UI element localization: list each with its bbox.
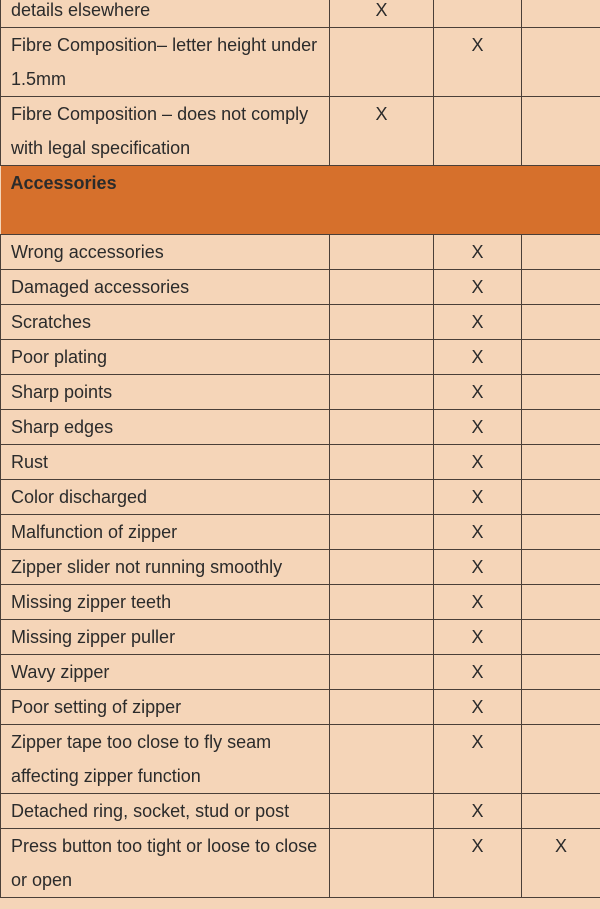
defect-label: Rust	[1, 445, 330, 480]
defect-label: Scratches	[1, 305, 330, 340]
mark-cell-col4	[522, 794, 600, 829]
mark-cell-col4	[522, 28, 600, 97]
table-row	[1, 410, 600, 445]
table-row	[1, 585, 600, 620]
mark-cell-col3: X	[434, 585, 522, 620]
defect-label: Press button too tight or loose to close or open	[1, 829, 330, 898]
mark-cell-col3: X	[434, 655, 522, 690]
mark-cell-col4	[522, 550, 600, 585]
mark-cell-col3: X	[434, 620, 522, 655]
mark-cell-col2	[330, 620, 434, 655]
table-row	[1, 620, 600, 655]
mark-cell-col3: X	[434, 28, 522, 97]
mark-cell-col4	[522, 375, 600, 410]
mark-cell-col3: X	[434, 340, 522, 375]
mark-cell-col2	[330, 829, 434, 898]
table-row	[1, 829, 600, 898]
mark-cell-col3: X	[434, 480, 522, 515]
mark-cell-col2	[330, 410, 434, 445]
table-row	[1, 655, 600, 690]
mark-cell-col2	[330, 28, 434, 97]
defect-label: Zipper tape too close to fly seam affecting zipper function	[1, 725, 330, 794]
mark-cell-col4	[522, 410, 600, 445]
mark-cell-col3: X	[434, 829, 522, 898]
defect-label: Poor setting of zipper	[1, 690, 330, 725]
mark-cell-col2	[330, 340, 434, 375]
mark-cell-col2	[330, 235, 434, 270]
mark-cell-col4	[522, 585, 600, 620]
mark-cell-col4	[522, 725, 600, 794]
mark-cell-col3: X	[434, 305, 522, 340]
table-row	[1, 690, 600, 725]
mark-cell-col4: X	[522, 829, 600, 898]
defect-label: Malfunction of zipper	[1, 515, 330, 550]
table-row	[1, 445, 600, 480]
section-accessories	[1, 166, 600, 235]
mark-cell-col3: X	[434, 794, 522, 829]
defect-label: Missing zipper puller	[1, 620, 330, 655]
mark-cell-col3: X	[434, 375, 522, 410]
table-body-top	[1, 0, 600, 166]
defect-label: Fibre Composition – does not comply with legal specification	[1, 97, 330, 166]
mark-cell-col3: X	[434, 515, 522, 550]
mark-cell-col4	[522, 515, 600, 550]
mark-cell-col2: X	[330, 97, 434, 166]
section-title: Accessories	[1, 166, 600, 235]
mark-cell-col2	[330, 445, 434, 480]
defect-label: Poor plating	[1, 340, 330, 375]
table-body-accessories	[1, 235, 600, 898]
defect-label: Damaged accessories	[1, 270, 330, 305]
mark-cell-col4	[522, 270, 600, 305]
table-row	[1, 305, 600, 340]
mark-cell-col3: X	[434, 235, 522, 270]
mark-cell-col3: X	[434, 690, 522, 725]
defect-label: Wrong accessories	[1, 235, 330, 270]
mark-cell-col2	[330, 480, 434, 515]
defect-label: Sharp edges	[1, 410, 330, 445]
table-row	[1, 375, 600, 410]
mark-cell-col4	[522, 480, 600, 515]
table-row	[1, 340, 600, 375]
defect-label: Fibre Composition– letter height under 1.5mm	[1, 28, 330, 97]
mark-cell-col2	[330, 794, 434, 829]
mark-cell-col2	[330, 270, 434, 305]
mark-cell-col2	[330, 690, 434, 725]
mark-cell-col3: X	[434, 445, 522, 480]
mark-cell-col2	[330, 375, 434, 410]
table-row	[1, 515, 600, 550]
mark-cell-col2	[330, 550, 434, 585]
mark-cell-col2	[330, 725, 434, 794]
section-header-row	[1, 166, 600, 235]
mark-cell-col3: X	[434, 725, 522, 794]
table-row	[1, 725, 600, 794]
mark-cell-col2	[330, 585, 434, 620]
table-row	[1, 270, 600, 305]
defect-label: details elsewhere	[1, 0, 330, 28]
table-row	[1, 794, 600, 829]
mark-cell-col4	[522, 445, 600, 480]
mark-cell-col3: X	[434, 410, 522, 445]
table-row	[1, 550, 600, 585]
table-row	[1, 0, 600, 28]
mark-cell-col4	[522, 620, 600, 655]
defect-label: Color discharged	[1, 480, 330, 515]
mark-cell-col4	[522, 305, 600, 340]
table-row	[1, 97, 600, 166]
mark-cell-col4	[522, 0, 600, 28]
mark-cell-col4	[522, 97, 600, 166]
defect-label: Sharp points	[1, 375, 330, 410]
mark-cell-col3: X	[434, 270, 522, 305]
mark-cell-col3: X	[434, 550, 522, 585]
defect-label: Detached ring, socket, stud or post	[1, 794, 330, 829]
mark-cell-col2	[330, 515, 434, 550]
table-row	[1, 235, 600, 270]
table-row	[1, 480, 600, 515]
mark-cell-col2	[330, 305, 434, 340]
defect-label: Wavy zipper	[1, 655, 330, 690]
mark-cell-col4	[522, 235, 600, 270]
mark-cell-col3	[434, 97, 522, 166]
mark-cell-col3	[434, 0, 522, 28]
defect-label: Zipper slider not running smoothly	[1, 550, 330, 585]
defect-label: Missing zipper teeth	[1, 585, 330, 620]
table-row	[1, 28, 600, 97]
mark-cell-col4	[522, 340, 600, 375]
mark-cell-col4	[522, 655, 600, 690]
mark-cell-col2	[330, 655, 434, 690]
mark-cell-col2: X	[330, 0, 434, 28]
mark-cell-col4	[522, 690, 600, 725]
